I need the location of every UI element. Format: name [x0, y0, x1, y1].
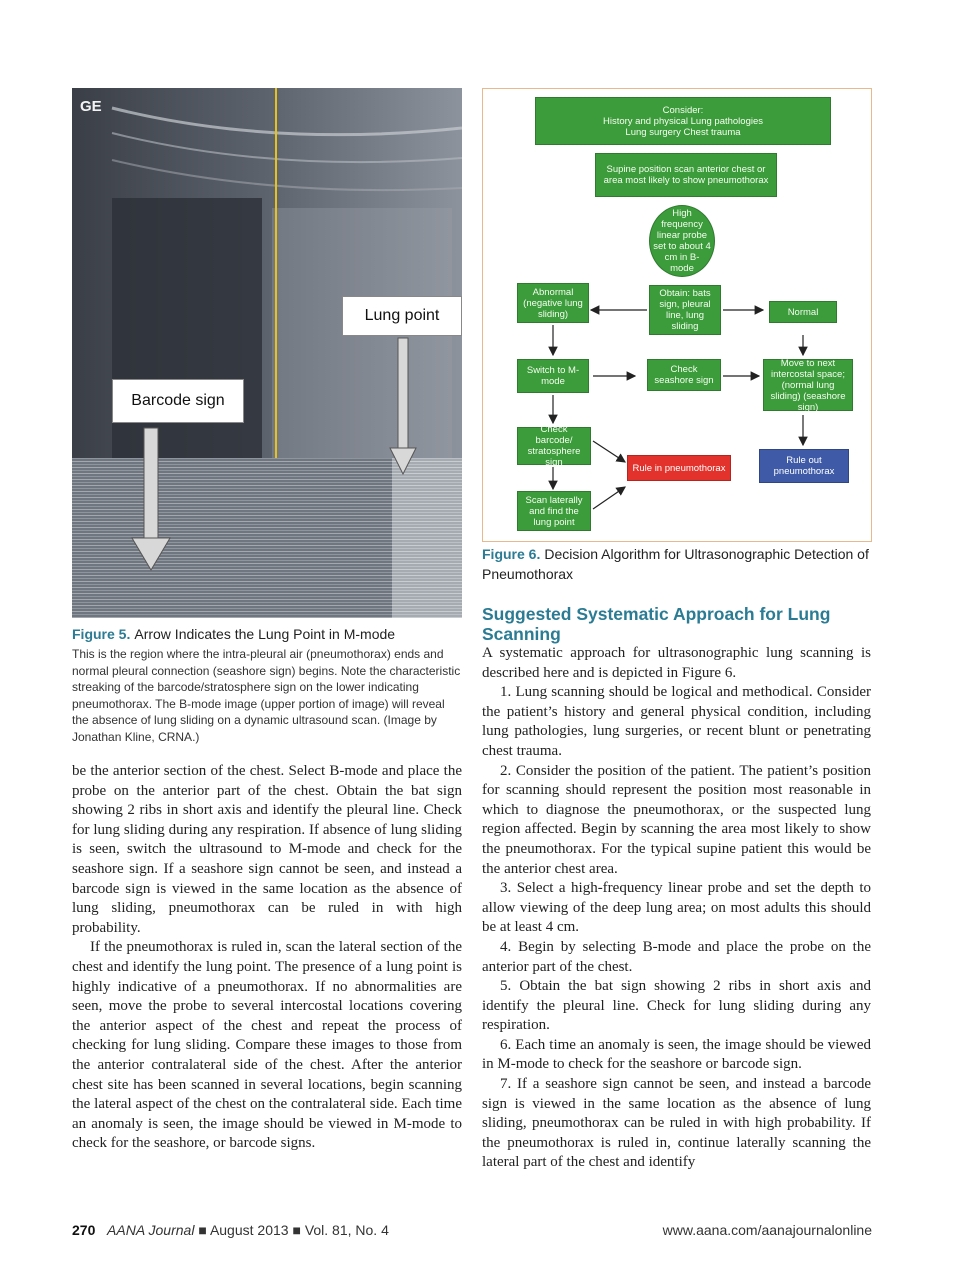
flow-node-check-barcode: Check barcode/ stratosphere sign [517, 427, 591, 465]
flow-node-move-next: Move to next intercostal space; (normal lung sliding) (seashore sign) [763, 359, 853, 411]
body-paragraph: be the anterior section of the chest. Select B-mode and place the probe on the anterior part of the chest. Obtain the bat sign showing 2 ribs in short axis and identify the pleural line. Check for lung sliding during any respiration. If absence of lung sliding is seen, switch the ultrasound to M-mode and check for the seashore sign. If a seashore sign cannot be seen, and instead a barcode sign is viewed in the same location as the absence of lung sliding, pneumothorax can be ruled in with high probability. [72, 763, 462, 936]
figure-5-caption-text: This is the region where the intra-pleural air (pneumothorax) ends and normal pleural connection (seashore sign) begins. Note the characteristic streaking of the barcode/stratosphere sign on the lower indicating pneumothorax. The B-mode image (upper portion of image) will reveal the absence of lung sliding on a dynamic ultrasound scan. (Image by Jonathan Kline, CRNA.) [72, 647, 461, 744]
flow-node-check-seashore: Check seashore sign [647, 359, 721, 391]
list-item: 1. Lung scanning should be logical and methodical. Consider the patient’s history and general physical condition, including lung pathologies, lung surgeries, or recent blunt or penetrating chest trauma. [482, 684, 871, 759]
body-paragraph: If the pneumothorax is ruled in, scan the lateral section of the chest and identify the lung point. The presence of a lung point is highly indicative of a pneumothorax. If no abnormalities are seen, move the probe to several intercostal locations covering the anterior aspect of the chest and repeat the process of checking for lung sliding. Compare these images to those from the anterior contralateral side of the chest. After the anterior chest site has been scanned in several locations, begin scanning the lateral aspect of the chest on the contralateral side. Each time an anomaly is seen, the image should be viewed in M-mode to check for the seashore, or barcode signs. [72, 939, 462, 1152]
separator-square-icon: ■ [292, 1222, 301, 1238]
flow-node-obtain: Obtain: bats sign, pleural line, lung sliding [649, 285, 721, 335]
figure-6-flowchart [482, 88, 872, 542]
issue-date: August 2013 [209, 1222, 289, 1238]
flow-node-probe: High frequency linear probe set to about 4 cm in B-mode [649, 205, 715, 277]
left-column-text [72, 762, 462, 1154]
flow-node-normal: Normal [769, 301, 837, 323]
list-item: 3. Select a high-frequency linear probe and set the depth to allow viewing of the deep lung area; on most adults this should be at least 4 cm. [482, 880, 871, 936]
flow-node-abnormal: Abnormal (negative lung sliding) [517, 283, 589, 323]
figure-5-label: Figure 5. [72, 626, 131, 642]
flow-node-rule-out: Rule out pneumothorax [759, 449, 849, 483]
ge-logo: GE [80, 98, 102, 115]
section-heading: Suggested Systematic Approach for Lung Scanning [482, 604, 831, 644]
footer-url[interactable]: www.aana.com/aanajournalonline [662, 1222, 872, 1238]
list-item: 7. If a seashore sign cannot be seen, and instead a barcode sign is viewed in the same location as the absence of lung sliding, pneumothorax can be ruled in with high probability. If the pneumothorax is ruled in, continue laterally scanning the lateral part of the chest and identify [482, 1076, 871, 1171]
journal-name: AANA Journal [107, 1222, 195, 1238]
right-column-text [482, 604, 871, 1173]
flow-node-switch-mmode: Switch to M-mode [517, 359, 589, 393]
list-item: 6. Each time an anomaly is seen, the image should be viewed in M-mode to check for the seashore or barcode sign. [482, 1036, 871, 1073]
page-number: 270 [72, 1222, 96, 1238]
list-item: 2. Consider the position of the patient. The patient’s position for scanning should represent the position most reasonable in which to diagnose the pneumothorax, or the suspected lung region affected. Begin by scanning the area most likely to show the pneumothorax. For the typical supine patient this would be the anterior chest area. [482, 762, 871, 877]
list-item: 5. Obtain the bat sign showing 2 ribs in short axis and identify the pleural line. Check for lung sliding during any respiration. [482, 978, 871, 1034]
flow-node-consider: Consider: History and physical Lung pathologies Lung surgery Chest trauma [535, 97, 831, 145]
footer-left [72, 1222, 389, 1238]
flow-node-rule-in: Rule in pneumothorax [627, 455, 731, 481]
figure-5-caption [72, 626, 464, 745]
separator-square-icon: ■ [198, 1222, 207, 1238]
figure-6-caption [482, 545, 872, 585]
volume-number: Vol. 81, No. 4 [304, 1222, 389, 1238]
barcode-sign-callout: Barcode sign [112, 379, 244, 423]
intro-paragraph: A systematic approach for ultrasonographic lung scanning is described here and is depicted in Figure 6. [482, 645, 871, 681]
figure-6-label: Figure 6. [482, 546, 541, 562]
figure-5-image [72, 88, 462, 618]
list-item: 4. Begin by selecting B-mode and place the probe on the anterior part of the chest. [482, 938, 871, 975]
ultrasound-scan [72, 88, 462, 618]
lung-point-callout: Lung point [342, 296, 462, 336]
flow-node-scan-laterally: Scan laterally and find the lung point [517, 491, 591, 531]
figure-6-title: Decision Algorithm for Ultrasonographic Detection of Pneumothorax [482, 546, 869, 582]
figure-5-title: Arrow Indicates the Lung Point in M-mode [134, 626, 396, 642]
flow-node-supine: Supine position scan anterior chest or area most likely to show pneumothorax [595, 153, 777, 197]
